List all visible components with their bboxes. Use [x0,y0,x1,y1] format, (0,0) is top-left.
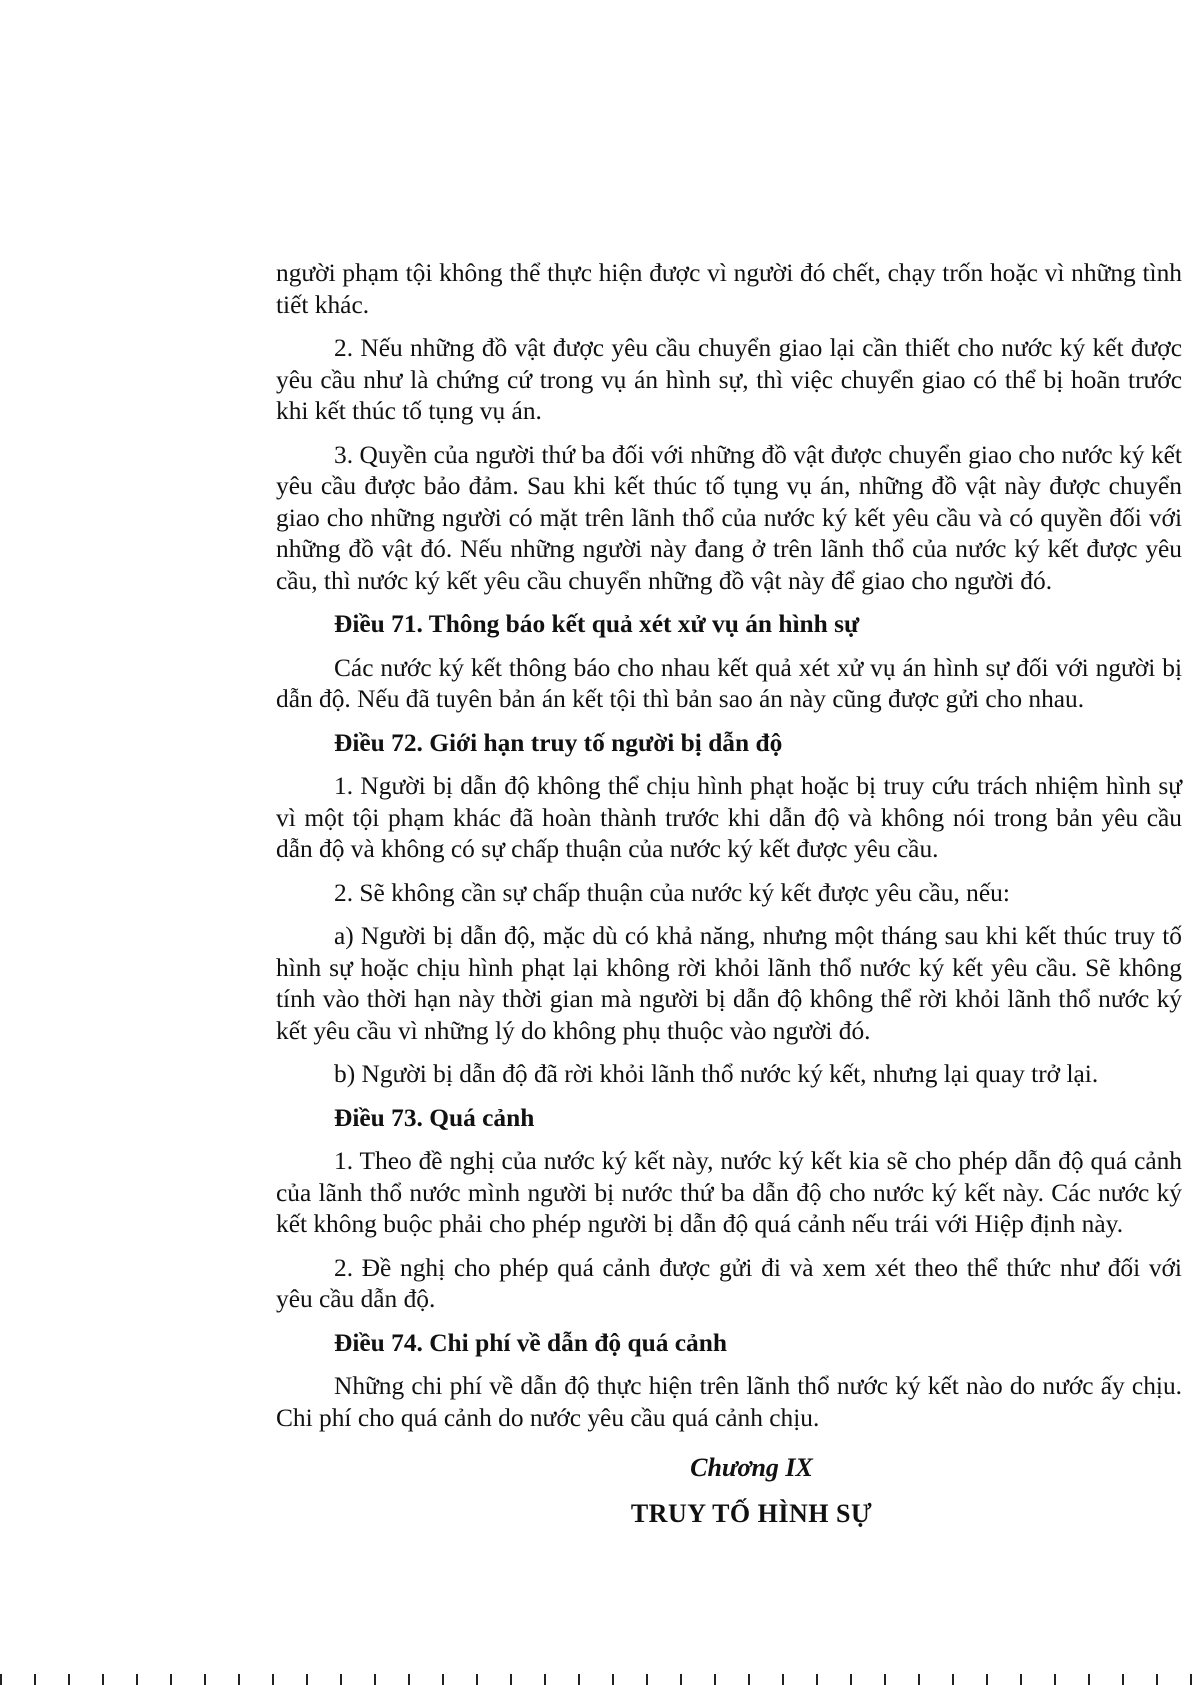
paragraph-clause-2: 2. Nếu những đồ vật được yêu cầu chuyển giao lại cần thiết cho nước ký kết được yêu cầu như là chứng cứ trong vụ án hình sự, thì việc chuyển giao có thể bị hoãn trước khi kết thúc tố tụng vụ án. [276,334,1182,425]
article-73-heading: Điều 73. Quá cảnh [334,1103,535,1132]
paragraph-clause-3: 3. Quyền của người thứ ba đối với những đồ vật được chuyển giao cho nước ký kết yêu cầu được bảo đảm. Sau khi kết thúc tố tụng vụ án, những đồ vật này được chuyển giao cho những người có mặt trên lãnh thổ của nước ký kết yêu cầu và có quyền đối với những đồ vật đó. Nếu những người này đang ở trên lãnh thổ của nước ký kết được yêu cầu, thì nước ký kết yêu cầu chuyển những đồ vật này để giao cho người đó. [276,440,1182,595]
article-71-body: Các nước ký kết thông báo cho nhau kết quả xét xử vụ án hình sự đối với người bị dẫn độ. Nếu đã tuyên bản án kết tội thì bản sao án này cũng được gửi cho nhau. [276,653,1182,713]
article-71-heading: Điều 71. Thông báo kết quả xét xử vụ án hình sự [334,610,860,638]
chapter-title: TRUY TỐ HÌNH SỰ [630,1498,873,1528]
scan-edge-artifact [0,1674,1192,1685]
article-72-point-a: a) Người bị dẫn độ, mặc dù có khả năng, nhưng một tháng sau khi kết thúc truy tố hình sự hoặc chịu hình phạt lại không rời khỏi lãnh thổ nước ký kết yêu cầu. Sẽ không tính vào thời hạn này thời gian mà người bị dẫn độ không thể rời khỏi lãnh thổ nước ký kết yêu cầu vì những lý do không phụ thuộc vào người đó. [276,922,1182,1045]
article-73-clause-1: 1. Theo đề nghị của nước ký kết này, nước ký kết kia sẽ cho phép dẫn độ quá cảnh của lãnh thổ nước mình người bị nước thứ ba dẫn độ cho nước ký kết này. Các nước ký kết không buộc phải cho phép người bị dẫn độ quá cảnh nếu trái với Hiệp định này. [276,1147,1182,1238]
document-page [276,258,1182,1529]
article-73-clause-2: 2. Đề nghị cho phép quá cảnh được gửi đi và xem xét theo thể thức như đối với yêu cầu dẫn độ. [276,1253,1182,1313]
chapter-label: Chương IX [690,1453,813,1482]
article-74-body: Những chi phí về dẫn độ thực hiện trên lãnh thổ nước ký kết nào do nước ấy chịu. Chi phí cho quá cảnh do nước yêu cầu quá cảnh chịu. [276,1372,1182,1432]
article-72-clause-1: 1. Người bị dẫn độ không thể chịu hình phạt hoặc bị truy cứu trách nhiệm hình sự vì một tội phạm khác đã hoàn thành trước khi dẫn độ và không nói trong bản yêu cầu dẫn độ và không có sự chấp thuận của nước ký kết được yêu cầu. [276,772,1182,863]
article-72-clause-2: 2. Sẽ không cần sự chấp thuận của nước ký kết được yêu cầu, nếu: [334,878,1010,907]
paragraph-continuation: người phạm tội không thể thực hiện được vì người đó chết, chạy trốn hoặc vì những tình tiết khác. [276,259,1182,319]
article-72-point-b: b) Người bị dẫn độ đã rời khỏi lãnh thổ nước ký kết, nhưng lại quay trở lại. [334,1060,1099,1088]
article-72-heading: Điều 72. Giới hạn truy tố người bị dẫn độ [334,728,783,757]
article-74-heading: Điều 74. Chi phí về dẫn độ quá cảnh [334,1328,727,1357]
